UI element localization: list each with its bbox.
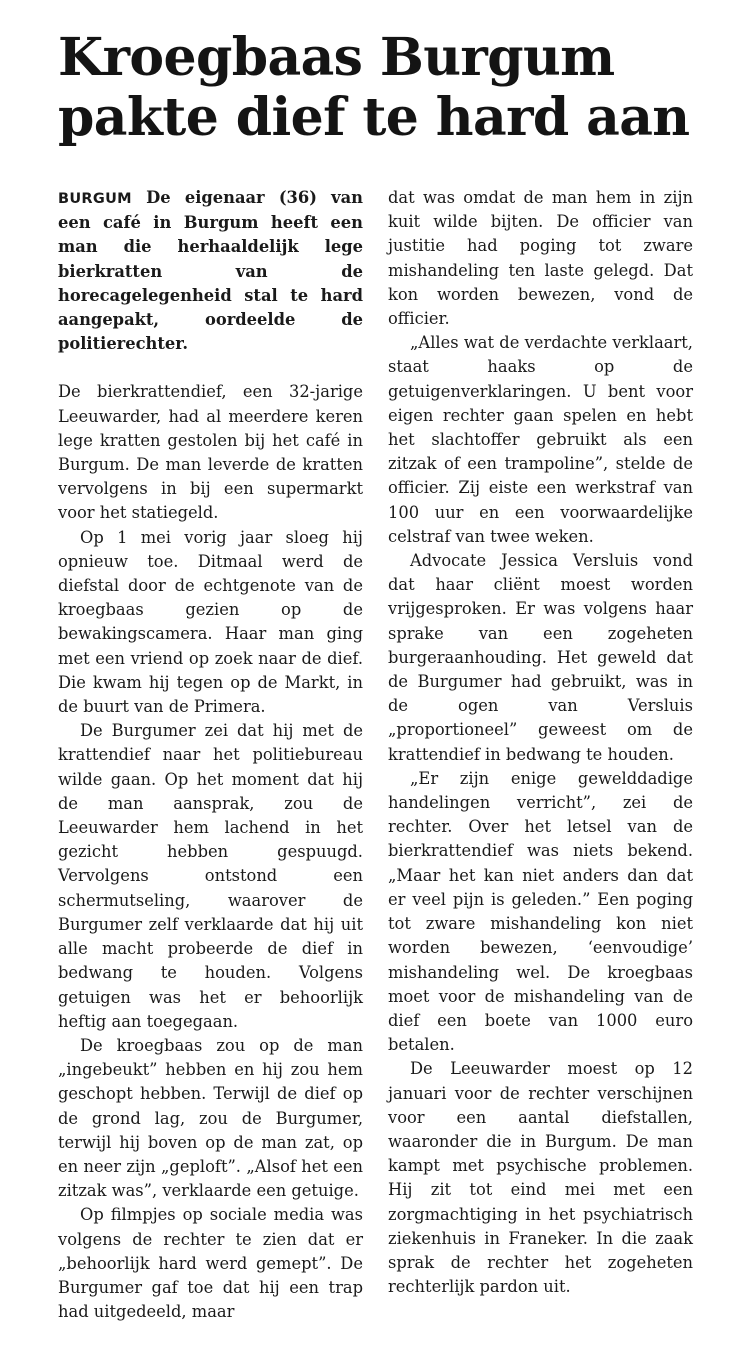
body-paragraph: dat was omdat de man hem in zijn kuit wilde bijten. De officier van justitie had poging tot zware mishandeling ten laste gelegd. Dat kon worden bewezen, vond de officier.: [388, 188, 693, 329]
body-paragraph: De bierkrattendief, een 32-jarige Leeuwarder, had al meerdere keren lege kratten gestolen bij het café in Burgum. De man leverde de kratten vervolgens in bij een supermarkt voor het statiegeld.: [58, 382, 363, 523]
body-paragraph: Op filmpjes op sociale media was volgens de rechter te zien dat er „behoorlijk hard werd gemept”. De Burgumer gaf toe dat hij een trap had uitgedeeld, maar: [58, 1205, 363, 1322]
dateline: BURGUM: [58, 191, 132, 207]
body-paragraph: „Alles wat de verdachte verklaart, staat haaks op de getuigenverklaringen. U bent voor eigen rechter gaan spelen en hebt het slachtoffer gebruikt als een zitzak of een trampoline”, stelde de officier. Zij eiste een werkstraf van 100 uur en een voorwaardelijke celstraf van twee weken.: [388, 333, 693, 546]
body-paragraph: Op 1 mei vorig jaar sloeg hij opnieuw toe. Ditmaal werd de diefstal door de echtgenote van de kroegbaas gezien op de bewakingscamera. Haar man ging met een vriend op zoek naar de dief. Die kwam hij tegen op de Markt, in de buurt van de Primera.: [58, 527, 363, 717]
right-column: [388, 186, 693, 1299]
body-paragraph: Advocate Jessica Versluis vond dat haar cliënt moest worden vrijgesproken. Er was volgens haar sprake van een zogeheten burgeraanhouding. Het geweld dat de Burgumer had gebruikt, was in de ogen van Versluis „proportioneel” geweest om de krattendief in bedwang te houden.: [388, 551, 693, 764]
headline: Kroegbaas Burgum pakte dief te hard aan: [58, 27, 690, 148]
lead-text: De eigenaar (36) van een café in Burgum heeft een man die herhaaldelijk lege bierkratten van de horecagelegenheid stal te hard aangepakt, oordeelde de politierechter.: [58, 188, 363, 354]
body-paragraph: De Leeuwarder moest op 12 januari voor de rechter verschijnen voor een aantal diefstallen, waaronder die in Burgum. De man kampt met psychische problemen. Hij zit tot eind mei met een zorgmachtiging in het psychiatrisch ziekenhuis in Franeker. In die zaak sprak de rechter het zogeheten rechterlijk pardon uit.: [388, 1059, 693, 1297]
body-paragraph: De kroegbaas zou op de man „ingebeukt” hebben en hij zou hem geschopt hebben. Terwijl de dief op de grond lag, zou de Burgumer, terwijl hij boven op de man zat, op en neer zijn „geploft”. „Alsof het een zitzak was”, verklaarde een getuige.: [58, 1035, 363, 1201]
body-paragraph: „Er zijn enige gewelddadige handelingen verricht”, zei de rechter. Over het letsel van de bierkrattendief was niets bekend. „Maar het kan niet anders dan dat er veel pijn is geleden.” Een poging tot zware mishandeling kon niet worden bewezen, ‘eenvoudige’ mishandeling wel. De kroegbaas moet voor de mishandeling van de dief een boete van 1000 euro betalen.: [388, 768, 693, 1055]
left-column: [58, 186, 363, 1324]
body-paragraph: De Burgumer zei dat hij met de krattendief naar het politiebureau wilde gaan. Op het moment dat hij de man aansprak, zou de Leeuwarder hem lachend in het gezicht hebben gespuugd. Vervolgens ontstond een schermutseling, waarover de Burgumer zelf verklaarde dat hij uit alle macht probeerde de dief in bedwang te houden. Volgens getuigen was het er behoorlijk heftig aan toegegaan.: [58, 721, 363, 1031]
lead-paragraph: [58, 186, 363, 356]
